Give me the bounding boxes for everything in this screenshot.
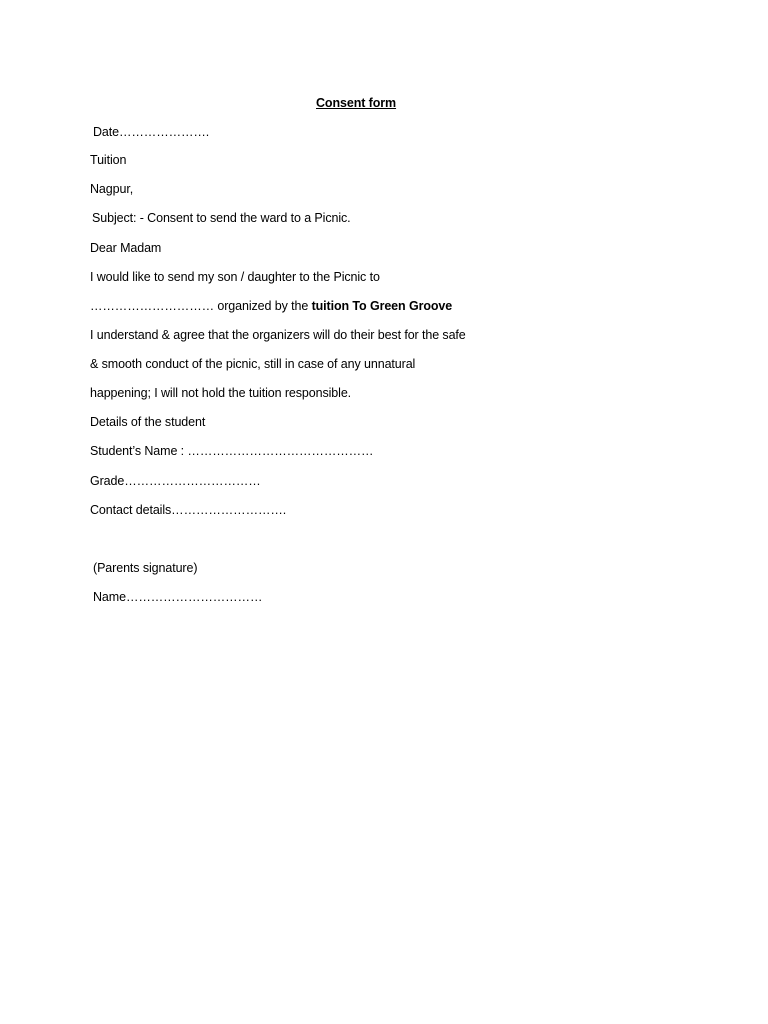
details-heading: Details of the student bbox=[90, 415, 206, 429]
body-line-2-prefix: ………………………… organized by the bbox=[90, 299, 312, 313]
signer-name-field: Name…………………………… bbox=[93, 590, 263, 604]
date-line: Date…………………. bbox=[93, 125, 210, 139]
organizer-name: tuition To Green Groove bbox=[311, 299, 453, 313]
addressee-line-2: Nagpur, bbox=[90, 182, 134, 196]
addressee-line-1: Tuition bbox=[90, 153, 127, 167]
grade-field: Grade…………………………… bbox=[90, 474, 261, 488]
body-paragraph-line-2 bbox=[90, 298, 452, 314]
contact-details-field: Contact details………………………. bbox=[90, 503, 287, 517]
body-paragraph-line-3: I understand & agree that the organizers will do their best for the safe bbox=[90, 328, 466, 342]
subject-line: Subject: - Consent to send the ward to a Picnic. bbox=[92, 211, 351, 225]
document-title: Consent form bbox=[316, 96, 397, 110]
body-paragraph-line-5: happening; I will not hold the tuition responsible. bbox=[90, 386, 352, 400]
salutation: Dear Madam bbox=[90, 241, 162, 255]
body-paragraph-line-1: I would like to send my son / daughter to the Picnic to bbox=[90, 270, 380, 284]
student-name-field: Student’s Name : ……………………………………… bbox=[90, 444, 374, 458]
parents-signature-label: (Parents signature) bbox=[93, 561, 198, 575]
body-paragraph-line-4: & smooth conduct of the picnic, still in case of any unnatural bbox=[90, 357, 416, 371]
